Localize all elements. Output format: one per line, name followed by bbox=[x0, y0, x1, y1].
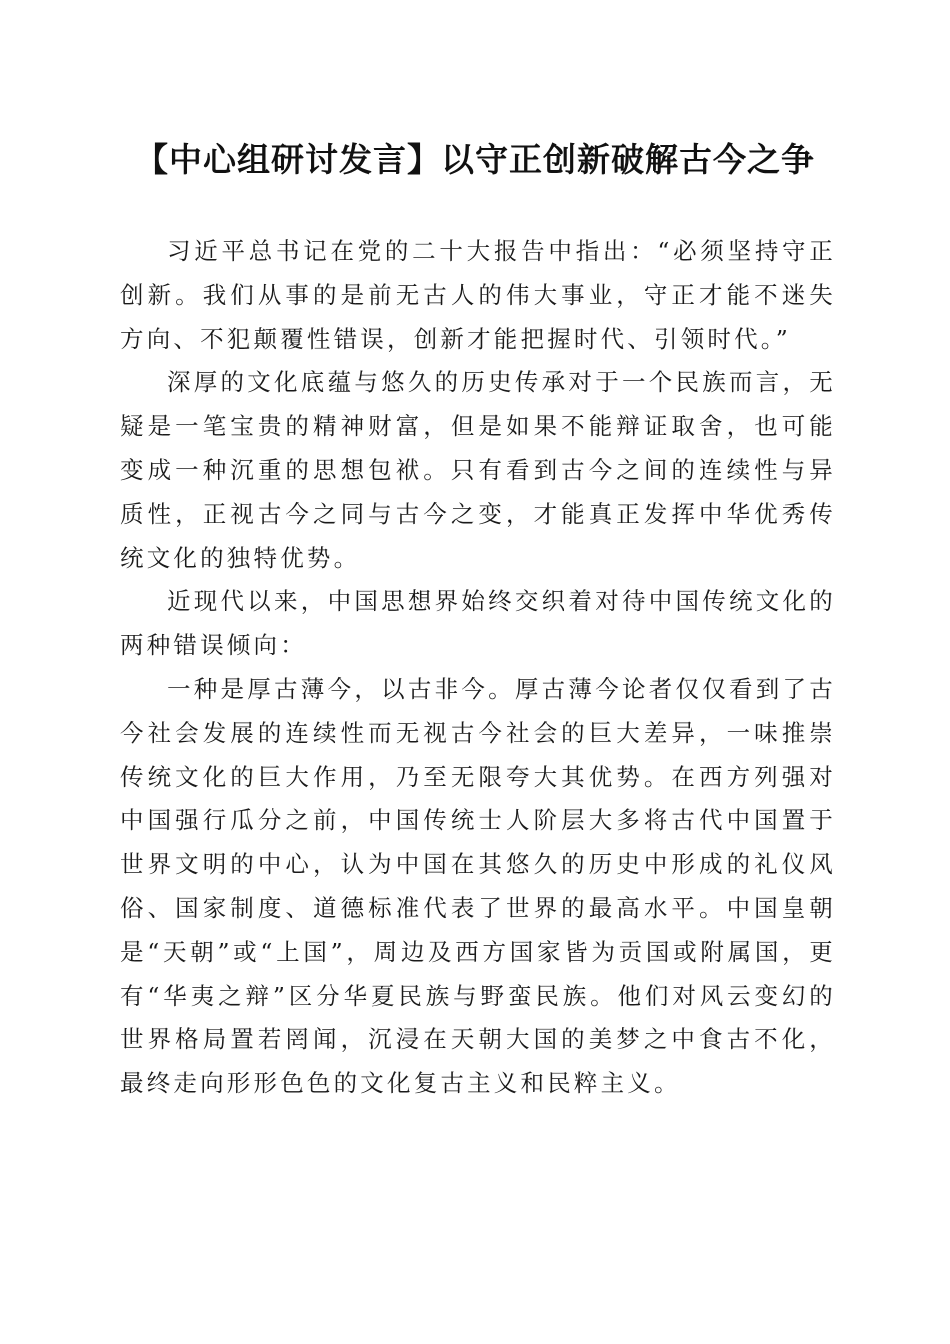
paragraph: 近现代以来，中国思想界始终交织着对待中国传统文化的两种错误倾向： bbox=[120, 587, 836, 660]
paragraph: 深厚的文化底蕴与悠久的历史传承对于一个民族而言，无疑是一笔宝贵的精神财富，但是如果不能辩证取舍，也可能变成一种沉重的思想包袱。只有看到古今之间的连续性与异质性，正视古今之同与古今之变，才能真正发挥中华优秀传统文化的独特优势。 bbox=[120, 368, 836, 572]
paragraph: 一种是厚古薄今，以古非今。厚古薄今论者仅仅看到了古今社会发展的连续性而无视古今社会的巨大差异，一味推崇传统文化的巨大作用，乃至无限夸大其优势。在西方列强对中国强行瓜分之前，中国传统士人阶层大多将古代中国置于世界文明的中心，认为中国在其悠久的历史中形成的礼仪风俗、国家制度、道德标准代表了世界的最高水平。中国皇朝是“天朝”或“上国”，周边及西方国家皆为贡国或附属国，更有“华夷之辩”区分华夏民族与野蛮民族。他们对风云变幻的世界格局置若罔闻，沉浸在天朝大国的美梦之中食古不化，最终走向形形色色的文化复古主义和民粹主义。 bbox=[120, 674, 836, 1098]
document-body bbox=[120, 230, 836, 1106]
paragraph: 习近平总书记在党的二十大报告中指出：“必须坚持守正创新。我们从事的是前无古人的伟大事业，守正才能不迷失方向、不犯颠覆性错误，创新才能把握时代、引领时代。” bbox=[120, 237, 836, 353]
document-title: 【中心组研讨发言】以守正创新破解古今之争 bbox=[135, 140, 815, 179]
